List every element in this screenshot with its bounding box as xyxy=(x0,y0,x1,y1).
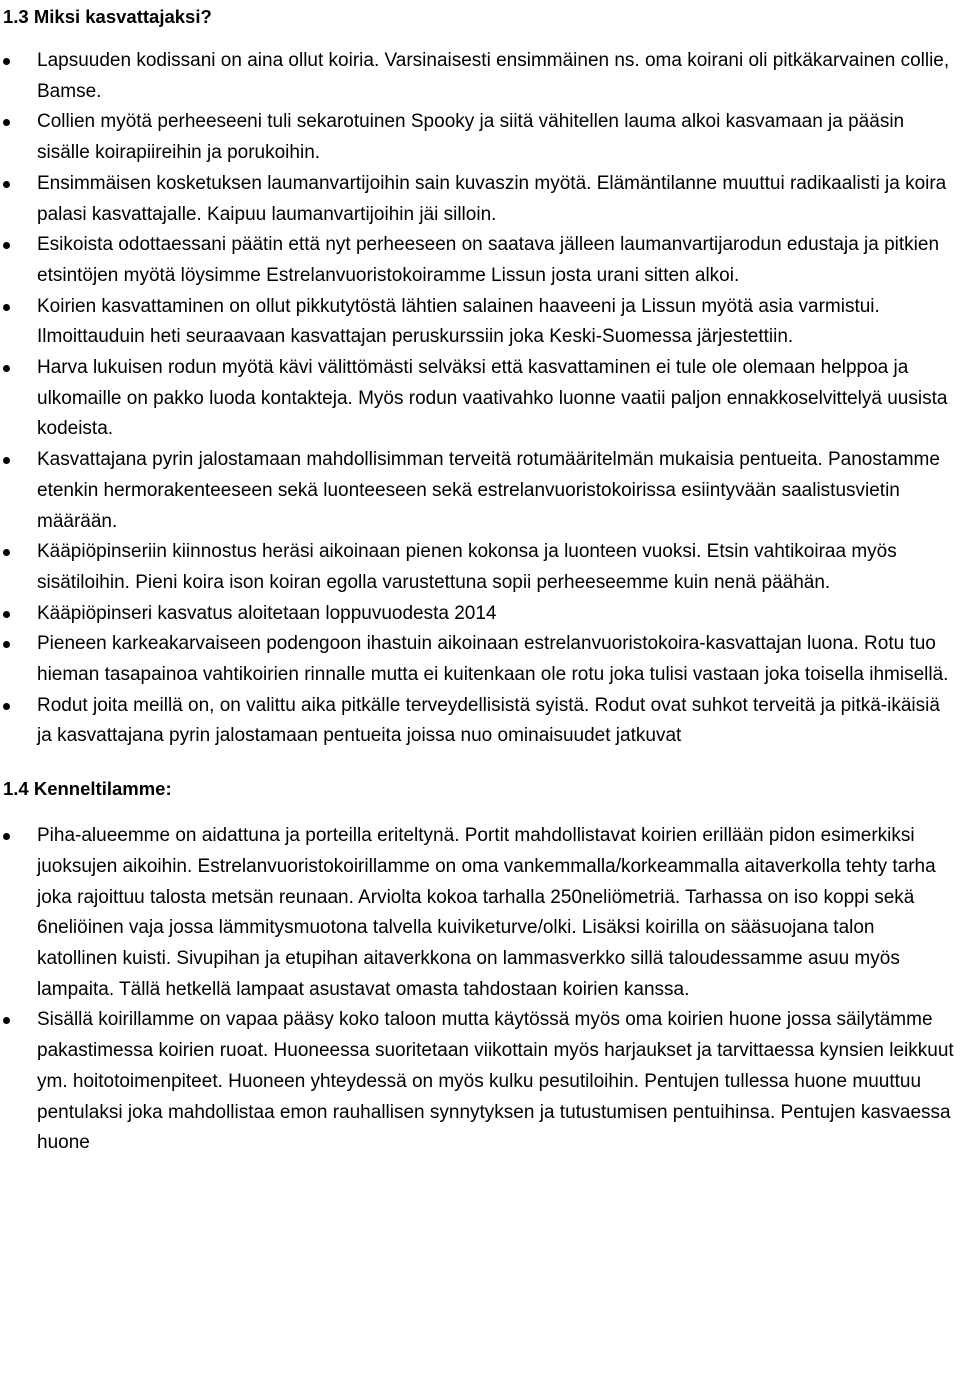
section-title: Miksi kasvattajaksi? xyxy=(33,6,212,27)
list-item xyxy=(0,537,960,598)
list-item xyxy=(0,107,960,168)
bullet-icon xyxy=(3,304,10,311)
list-item xyxy=(0,629,960,690)
list-item xyxy=(0,445,960,537)
list-item-text: Ensimmäisen kosketuksen laumanvartijoihin sain kuvaszin myötä. Elämäntilanne muuttui radikaalisti ja koira palasi kasvattajalle. Kaipuu laumanvartijoihin jäi silloin. xyxy=(37,172,947,225)
list-item xyxy=(0,691,960,752)
list-item-text: Collien myötä perheeseeni tuli sekarotuinen Spooky ja siitä vähitellen lauma alkoi kasvamaan ja pääsin sisälle koirapiireihin ja porukoihin. xyxy=(37,111,905,164)
list-item-text: Kääpiöpinseriin kiinnostus heräsi aikoinaan pienen kokonsa ja luonteen vuoksi. Etsin vahtikoiraa myös sisätiloihin. Pieni koira ison koiran egolla varustettuna sopii perheeseemme kuin nenä päähän. xyxy=(37,541,897,593)
list-item-text: Pieneen karkeakarvaiseen podengoon ihastuin aikoinaan estrelanvuoristokoira-kasvattajan luona. Rotu tuo hieman tasapainoa vahtikoirien rinnalle mutta ei kuitenkaan ole rotu joka tulisi vastaan joka toisella ihmisellä. xyxy=(37,633,949,686)
list-item xyxy=(0,230,960,291)
list-item xyxy=(0,46,960,107)
list-item xyxy=(0,1005,960,1159)
bullet-icon xyxy=(3,457,10,464)
list-item-text: Koirien kasvattaminen on ollut pikkutytöstä lähtien salainen haaveeni ja Lissun myötä asia varmistui. Ilmoittauduin heti seuraavaan kasvattajan peruskurssiin joka Keski-Suomessa järjestettiin. xyxy=(37,295,880,348)
list-item xyxy=(0,353,960,445)
list-item-text: Kääpiöpinseri kasvatus aloitetaan loppuvuodesta 2014 xyxy=(37,602,497,624)
bullet-icon xyxy=(3,611,10,618)
list-item xyxy=(0,821,960,1005)
bullet-icon xyxy=(3,549,10,556)
section-number: 1.4 xyxy=(3,778,29,800)
list-item-text: Sisällä koirillamme on vapaa pääsy koko taloon mutta käytössä myös oma koirien huone jossa säilytämme pakastimessa koirien ruoat. Huoneessa suoritetaan viikottain myös harjaukset ja tarvittaessa kynsien leikkuut ym. hoitotoimenpiteet. Huoneen yhteydessä on myös kulku pesutiloihin. Pentujen tullessa huone muuttuu pentulaksi joka mahdollistaa emon rauhallisen synnytyksen ja tutustumisen pentuihinsa. Pentujen kasvaessa huone xyxy=(37,1009,954,1154)
bullet-icon xyxy=(3,833,10,840)
list-item-text: Kasvattajana pyrin jalostamaan mahdollisimman terveitä rotumääritelmän mukaisia pentueita. Panostamme etenkin hermorakenteeseen sekä luonteeseen sekä estrelanvuoristokoirissa esiintyvään saalistusvietin määrään. xyxy=(37,449,940,532)
bullet-icon xyxy=(3,641,10,648)
section-title: Kenneltilamme: xyxy=(33,778,172,800)
bullet-list-1-3 xyxy=(0,46,960,752)
list-item-text: Esikoista odottaessani päätin että nyt perheeseen on saatava jälleen laumanvartijarodun edustaja ja pitkien etsintöjen myötä löysimme Estrelanvuoristokoiramme Lissun josta urani sitten alkoi. xyxy=(37,234,940,286)
section-heading-1-3 xyxy=(0,2,960,32)
list-item xyxy=(0,169,960,230)
section-heading-1-4 xyxy=(0,774,960,804)
list-item xyxy=(0,599,960,630)
bullet-icon xyxy=(3,1017,10,1024)
list-item-text: Harva lukuisen rodun myötä kävi välittömästi selväksi että kasvattaminen ei tule ole olemaan helppoa ja ulkomaille on pakko luoda kontakteja. Myös rodun vaativahko luonne vaatii paljon ennakkoselvittelyä uusista kodeista. xyxy=(37,357,948,440)
bullet-icon xyxy=(3,365,10,372)
bullet-icon xyxy=(3,119,10,126)
bullet-icon xyxy=(3,181,10,188)
list-item xyxy=(0,292,960,353)
bullet-icon xyxy=(3,58,10,65)
bullet-list-1-4 xyxy=(0,821,960,1159)
bullet-icon xyxy=(3,703,10,710)
bullet-icon xyxy=(3,242,10,249)
section-number: 1.3 xyxy=(3,6,29,27)
list-item-text: Lapsuuden kodissani on aina ollut koiria. Varsinaisesti ensimmäinen ns. oma koirani oli pitkäkarvainen collie, Bamse. xyxy=(37,50,950,102)
list-item-text: Rodut joita meillä on, on valittu aika pitkälle terveydellisistä syistä. Rodut ovat suhkot terveitä ja pitkä-ikäisiä ja kasvattajana pyrin jalostamaan pentueita joissa nuo ominaisuudet jatkuvat xyxy=(37,694,940,747)
list-item-text: Piha-alueemme on aidattuna ja porteilla eriteltynä. Portit mahdollistavat koirien erillään pidon esimerkiksi juoksujen aikoihin. Estrelanvuoristokoirillamme on oma vankemmalla/korkeammalla aitaverkolla tehty tarha joka rajoittuu talosta metsän reunaan. Arviolta kokoa tarhalla 250neliömetriä. Tarhassa on iso koppi sekä 6neliöinen vaja jossa lämmitysmuotona talvella kuiviketurve/olki. Lisäksi koirilla on sääsuojana talon katollinen kuisti. Sivupihan ja etupihan aitaverkkona on lammasverkko sillä taloudessamme asuu myös lampaita. Tällä hetkellä lampaat asustavat omasta tahdostaan koirien kanssa. xyxy=(37,825,936,1000)
